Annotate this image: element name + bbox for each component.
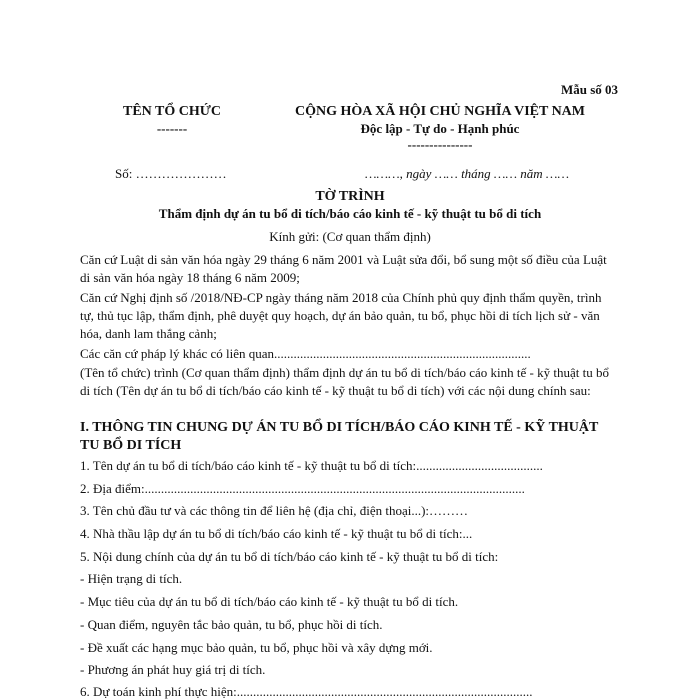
country-name: CỘNG HÒA XÃ HỘI CHỦ NGHĨA VIỆT NAM — [294, 104, 585, 119]
org-name: TÊN TỔ CHỨC — [122, 104, 221, 119]
document-subtitle: Thẩm định dự án tu bổ di tích/báo cáo kinh tế - kỹ thuật tu bổ di tích — [158, 206, 542, 221]
list-item: - Phương án phát huy giá trị di tích. — [80, 662, 266, 677]
legal-basis-2: Căn cứ Nghị định số /2018/NĐ-CP ngày tháng năm 2018 của Chính phủ quy định thẩm quyền, trình tự, thủ tục lập, thẩm định, phê duyệt quy hoạch, dự án bảo quản, tu bổ, phục hồi di tích lịch sử - văn hóa, danh lam thắng cảnh; — [80, 290, 602, 341]
list-item: - Mục tiêu của dự án tu bổ di tích/báo cáo kinh tế - kỹ thuật tu bổ di tích. — [80, 594, 459, 609]
list-item: - Hiện trạng di tích. — [80, 571, 183, 586]
list-item: 1. Tên dự án tu bổ di tích/báo cáo kinh tế - kỹ thuật tu bổ di tích:....................................... — [80, 458, 543, 473]
recipient-line: Kính gửi: (Cơ quan thẩm định) — [269, 229, 431, 244]
motto-divider: --------------- — [407, 137, 473, 152]
submission-paragraph: (Tên tổ chức) trình (Cơ quan thẩm định) thẩm định dự án tu bổ di tích/báo cáo kinh tế - kỹ thuật tu bổ di tích (Tên dự án tu bổ di tích/báo cáo kinh tế - kỹ thuật tu bổ di tích) với các nội dung chính sau: — [80, 365, 609, 398]
document-title: TỜ TRÌNH — [315, 189, 385, 204]
motto: Độc lập - Tự do - Hạnh phúc — [360, 121, 520, 136]
list-item: - Quan điểm, nguyên tắc bảo quản, tu bổ, phục hồi di tích. — [80, 617, 383, 632]
list-item: 2. Địa điểm:..................................................................................................................... — [80, 481, 525, 496]
list-item: 5. Nội dung chính của dự án tu bổ di tích/báo cáo kinh tế - kỹ thuật tu bổ di tích: — [80, 549, 499, 564]
org-divider: ------- — [156, 121, 188, 136]
section-heading-1: I. THÔNG TIN CHUNG DỰ ÁN TU BỔ DI TÍCH/BÁO CÁO KINH TẾ - KỸ THUẬT TU BỔ DI TÍCH — [80, 420, 599, 453]
legal-basis-3: Các căn cứ pháp lý khác có liên quan............................................................................... — [80, 346, 531, 361]
list-item: - Đề xuất các hạng mục bảo quản, tu bổ, phục hồi và xây dựng mới. — [80, 640, 433, 655]
list-item: 4. Nhà thầu lập dự án tu bổ di tích/báo cáo kinh tế - kỹ thuật tu bổ di tích:... — [80, 526, 473, 541]
document-number: Số: ………………… — [115, 166, 227, 181]
document-date: ………, ngày …… tháng …… năm …… — [365, 166, 570, 181]
form-number: Mẫu số 03 — [560, 82, 618, 97]
list-item: 3. Tên chủ đầu tư và các thông tin để liên hệ (địa chỉ, điện thoại...):……… — [80, 503, 469, 518]
list-item: 6. Dự toán kinh phí thực hiện:........................................................................................... — [80, 684, 533, 699]
legal-basis-1: Căn cứ Luật di sản văn hóa ngày 29 tháng 6 năm 2001 và Luật sửa đổi, bổ sung một số điều của Luật di sản văn hóa ngày 18 tháng 6 năm 2009; — [80, 252, 607, 285]
